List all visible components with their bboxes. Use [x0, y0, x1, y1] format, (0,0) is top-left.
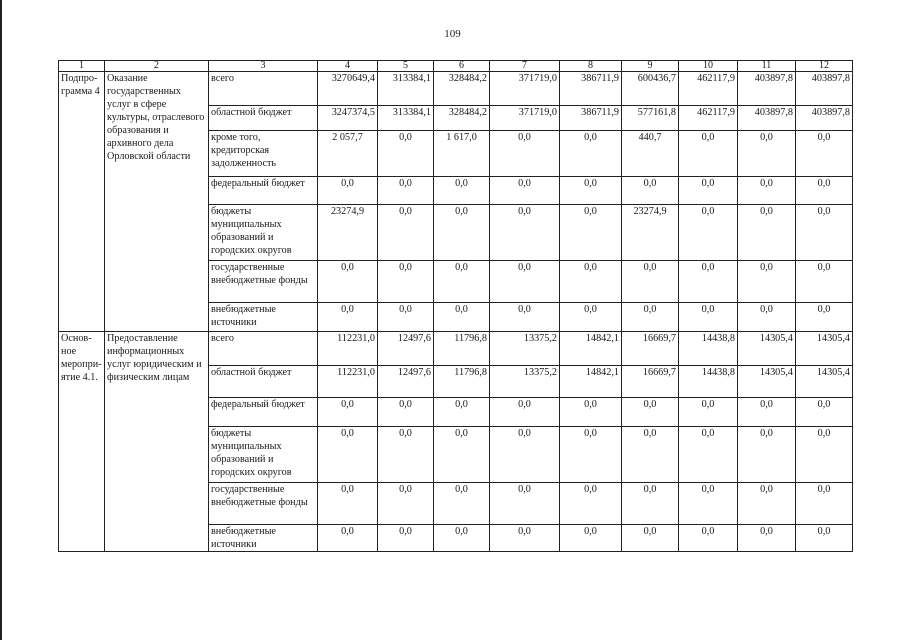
funding-source: внебюджетные источники	[209, 303, 318, 332]
value-cell: 403897,8	[738, 106, 796, 131]
value-cell: 0,0	[738, 205, 796, 261]
table-row	[59, 332, 853, 366]
value-cell: 0,0	[738, 261, 796, 303]
funding-source: внебюджетные источники	[209, 525, 318, 552]
value-cell: 0,0	[490, 427, 560, 483]
value-cell: 0,0	[560, 427, 622, 483]
value-cell: 403897,8	[796, 106, 853, 131]
measure-title: Предоставление информационных услуг юридическим и физическим лицам	[105, 332, 209, 552]
funding-source: всего	[209, 72, 318, 106]
column-header: 11	[738, 61, 796, 72]
value-cell: 0,0	[560, 303, 622, 332]
value-cell: 0,0	[434, 303, 490, 332]
value-cell: 0,0	[318, 261, 378, 303]
value-cell: 0,0	[622, 427, 679, 483]
value-cell: 14842,1	[560, 366, 622, 398]
value-cell: 600436,7	[622, 72, 679, 106]
value-cell: 0,0	[490, 483, 560, 525]
value-cell: 0,0	[490, 398, 560, 427]
column-header: 8	[560, 61, 622, 72]
value-cell: 0,0	[560, 131, 622, 177]
column-number-row	[59, 61, 853, 72]
value-cell: 0,0	[318, 427, 378, 483]
value-cell: 3247374,5	[318, 106, 378, 131]
funding-source: федеральный бюджет	[209, 177, 318, 205]
value-cell: 0,0	[378, 427, 434, 483]
value-cell: 0,0	[796, 131, 853, 177]
value-cell: 0,0	[490, 205, 560, 261]
funding-source: федеральный бюджет	[209, 398, 318, 427]
value-cell: 14438,8	[679, 366, 738, 398]
value-cell: 0,0	[622, 398, 679, 427]
value-cell: 12497,6	[378, 366, 434, 398]
value-cell: 0,0	[796, 177, 853, 205]
value-cell: 0,0	[738, 177, 796, 205]
value-cell: 0,0	[796, 483, 853, 525]
funding-source: бюджеты муниципальных образований и городских округов	[209, 427, 318, 483]
value-cell: 0,0	[679, 525, 738, 552]
value-cell: 16669,7	[622, 366, 679, 398]
value-cell: 23274,9	[318, 205, 378, 261]
funding-source: государственные внебюджетные фонды	[209, 261, 318, 303]
value-cell: 0,0	[318, 398, 378, 427]
column-header: 3	[209, 61, 318, 72]
funding-source: областной бюджет	[209, 106, 318, 131]
value-cell: 0,0	[434, 261, 490, 303]
value-cell: 0,0	[434, 398, 490, 427]
value-cell: 0,0	[378, 483, 434, 525]
column-header: 9	[622, 61, 679, 72]
value-cell: 403897,8	[738, 72, 796, 106]
value-cell: 0,0	[679, 261, 738, 303]
value-cell: 0,0	[679, 177, 738, 205]
value-cell: 0,0	[378, 303, 434, 332]
value-cell: 3270649,4	[318, 72, 378, 106]
value-cell: 0,0	[796, 303, 853, 332]
value-cell: 462117,9	[679, 72, 738, 106]
value-cell: 0,0	[490, 177, 560, 205]
value-cell: 577161,8	[622, 106, 679, 131]
value-cell: 11796,8	[434, 366, 490, 398]
value-cell: 14438,8	[679, 332, 738, 366]
value-cell: 440,7	[622, 131, 679, 177]
funding-source: всего	[209, 332, 318, 366]
funding-source: государственные внебюджетные фонды	[209, 483, 318, 525]
value-cell: 0,0	[490, 303, 560, 332]
value-cell: 0,0	[679, 205, 738, 261]
value-cell: 0,0	[560, 525, 622, 552]
value-cell: 386711,9	[560, 72, 622, 106]
value-cell: 0,0	[622, 303, 679, 332]
value-cell: 0,0	[560, 261, 622, 303]
value-cell: 12497,6	[378, 332, 434, 366]
value-cell: 0,0	[738, 303, 796, 332]
value-cell: 0,0	[434, 205, 490, 261]
value-cell: 11796,8	[434, 332, 490, 366]
value-cell: 0,0	[560, 398, 622, 427]
value-cell: 0,0	[318, 483, 378, 525]
value-cell: 14305,4	[738, 332, 796, 366]
value-cell: 0,0	[679, 131, 738, 177]
column-header: 7	[490, 61, 560, 72]
value-cell: 386711,9	[560, 106, 622, 131]
value-cell: 0,0	[434, 525, 490, 552]
value-cell: 0,0	[318, 177, 378, 205]
value-cell: 0,0	[622, 483, 679, 525]
value-cell: 371719,0	[490, 72, 560, 106]
value-cell: 0,0	[490, 525, 560, 552]
funding-source: бюджеты муниципальных образований и городских округов	[209, 205, 318, 261]
value-cell: 0,0	[796, 525, 853, 552]
value-cell: 0,0	[378, 525, 434, 552]
value-cell: 0,0	[738, 427, 796, 483]
column-header: 5	[378, 61, 434, 72]
value-cell: 313384,1	[378, 106, 434, 131]
value-cell: 1 617,0	[434, 131, 490, 177]
column-header: 1	[59, 61, 105, 72]
value-cell: 0,0	[796, 261, 853, 303]
scan-left-edge	[0, 0, 2, 640]
value-cell: 0,0	[738, 483, 796, 525]
value-cell: 0,0	[490, 131, 560, 177]
value-cell: 0,0	[560, 177, 622, 205]
value-cell: 462117,9	[679, 106, 738, 131]
budget-table	[58, 60, 853, 552]
value-cell: 0,0	[679, 427, 738, 483]
value-cell: 0,0	[622, 177, 679, 205]
value-cell: 13375,2	[490, 332, 560, 366]
value-cell: 328484,2	[434, 106, 490, 131]
value-cell: 0,0	[318, 303, 378, 332]
value-cell: 0,0	[679, 483, 738, 525]
value-cell: 0,0	[738, 131, 796, 177]
value-cell: 14305,4	[796, 332, 853, 366]
column-header: 12	[796, 61, 853, 72]
program-title: Оказание государственных услуг в сфере культуры, отраслевого образования и архивного дела Орловской области	[105, 72, 209, 332]
value-cell: 2 057,7	[318, 131, 378, 177]
value-cell: 0,0	[560, 483, 622, 525]
value-cell: 0,0	[560, 205, 622, 261]
value-cell: 0,0	[378, 177, 434, 205]
value-cell: 0,0	[490, 261, 560, 303]
value-cell: 0,0	[679, 398, 738, 427]
value-cell: 0,0	[434, 427, 490, 483]
value-cell: 23274,9	[622, 205, 679, 261]
value-cell: 0,0	[434, 177, 490, 205]
value-cell: 14305,4	[796, 366, 853, 398]
value-cell: 328484,2	[434, 72, 490, 106]
value-cell: 0,0	[378, 205, 434, 261]
value-cell: 13375,2	[490, 366, 560, 398]
table-row	[59, 72, 853, 106]
value-cell: 313384,1	[378, 72, 434, 106]
value-cell: 112231,0	[318, 332, 378, 366]
value-cell: 371719,0	[490, 106, 560, 131]
value-cell: 112231,0	[318, 366, 378, 398]
column-header: 10	[679, 61, 738, 72]
value-cell: 0,0	[622, 261, 679, 303]
funding-source: областной бюджет	[209, 366, 318, 398]
value-cell: 403897,8	[796, 72, 853, 106]
value-cell: 0,0	[796, 427, 853, 483]
value-cell: 0,0	[434, 483, 490, 525]
measure-code: Основ-ное меропри-ятие 4.1.	[59, 332, 105, 552]
funding-source: кроме того, кредиторская задолженность	[209, 131, 318, 177]
value-cell: 0,0	[622, 525, 679, 552]
value-cell: 0,0	[378, 131, 434, 177]
page-number: 109	[444, 28, 461, 40]
column-header: 4	[318, 61, 378, 72]
value-cell: 14842,1	[560, 332, 622, 366]
value-cell: 0,0	[796, 398, 853, 427]
column-header: 6	[434, 61, 490, 72]
value-cell: 0,0	[378, 398, 434, 427]
value-cell: 0,0	[796, 205, 853, 261]
value-cell: 0,0	[679, 303, 738, 332]
value-cell: 0,0	[318, 525, 378, 552]
value-cell: 0,0	[738, 398, 796, 427]
value-cell: 0,0	[738, 525, 796, 552]
column-header: 2	[105, 61, 209, 72]
value-cell: 0,0	[378, 261, 434, 303]
value-cell: 16669,7	[622, 332, 679, 366]
value-cell: 14305,4	[738, 366, 796, 398]
program-code: Подпро-грамма 4	[59, 72, 105, 332]
